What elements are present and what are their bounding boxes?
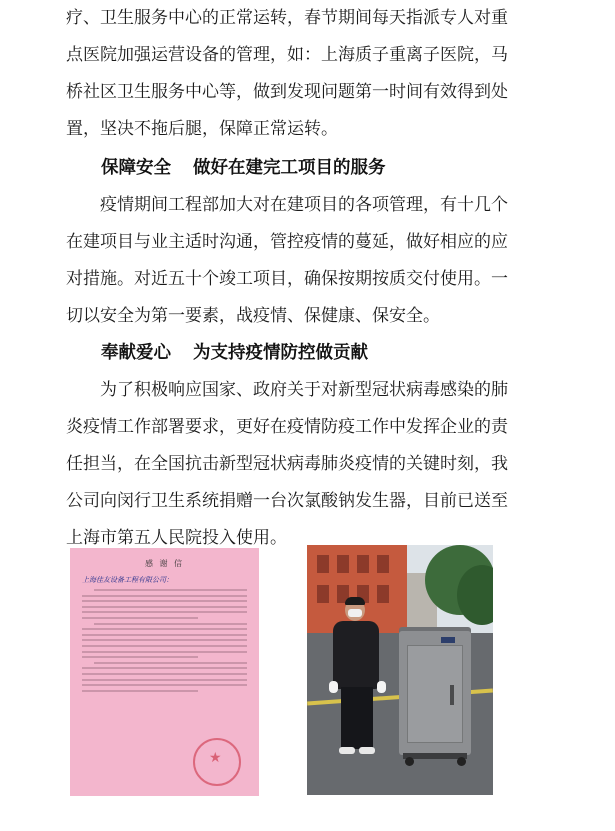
text-line: 疫情期间工程部加大对在建项目的各项管理，有十几个 — [100, 195, 508, 215]
paragraph-operations — [66, 0, 552, 148]
text-line: 在建项目与业主适时沟通，管控疫情的蔓延，做好相应的应 — [66, 232, 508, 252]
face-mask — [348, 609, 362, 617]
thank-you-letter-image — [70, 548, 259, 796]
letter-title: 感 谢 信 — [144, 559, 185, 568]
heading-keyword: 奉献爱心 — [101, 343, 171, 363]
text-line: 点医院加强运营设备的管理，如：上海质子重离子医院，马 — [66, 45, 508, 65]
text-line: 公司向闵行卫生系统捐赠一台次氯酸钠发生器，目前已送至 — [66, 491, 508, 511]
text-line: 切以安全为第一要素，战疫情、保健康、保安全。 — [66, 306, 440, 326]
text-line: 桥社区卫生服务中心等，做到发现问题第一时间有效得到处 — [66, 82, 508, 102]
text-line: 置，坚决不拖后腿，保障正常运转。 — [66, 119, 338, 139]
text-line: 上海市第五人民院投入使用。 — [66, 528, 287, 548]
letter-body — [82, 589, 247, 692]
text-line: 炎疫情工作部署要求，更好在疫情防疫工作中发挥企业的责 — [66, 417, 508, 437]
paragraph-projects — [66, 187, 552, 335]
donation-photo — [307, 545, 493, 795]
paragraph-donation — [66, 372, 552, 557]
section-heading-donation — [101, 335, 368, 372]
section-heading-safety — [101, 150, 386, 187]
official-seal-stamp — [193, 738, 241, 786]
heading-keyword: 保障安全 — [101, 158, 171, 178]
text-line: 疗、卫生服务中心的正常运转，春节期间每天指派专人对重 — [66, 8, 508, 28]
text-line: 任担当，在全国抗击新型冠状病毒肺炎疫情的关键时刻，我 — [66, 454, 508, 474]
heading-title: 为支持疫情防控做贡献 — [193, 343, 368, 363]
letter-salutation: 上海佳友设备工程有限公司： — [82, 576, 173, 584]
text-line: 为了积极响应国家、政府关于对新型冠状病毒感染的肺 — [100, 380, 508, 400]
heading-title: 做好在建完工项目的服务 — [193, 158, 386, 178]
person — [333, 621, 379, 689]
text-line: 对措施。对近五十个竣工项目，确保按期按质交付使用。一 — [66, 269, 508, 289]
